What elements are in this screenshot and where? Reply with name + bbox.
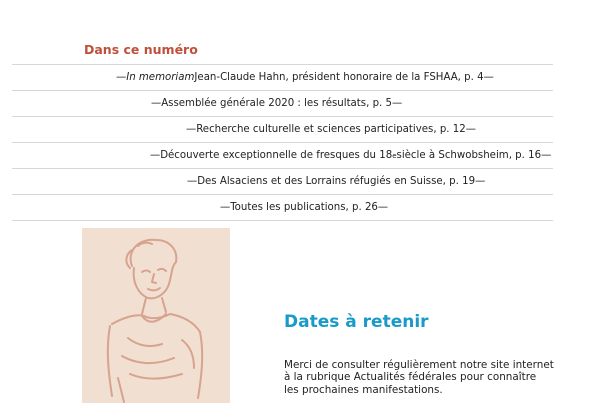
toc-dash: — bbox=[220, 202, 231, 213]
toc-item-text: Des Alsaciens et des Lorrains réfugiés en Suisse, p. 19 bbox=[197, 176, 476, 187]
toc-dash: — bbox=[377, 202, 389, 213]
toc-item[interactable] bbox=[12, 64, 553, 90]
toc-dash: — bbox=[186, 124, 197, 135]
toc-item[interactable] bbox=[12, 168, 553, 194]
toc-dash: — bbox=[541, 150, 552, 161]
toc-item-text: Jean-Claude Hahn, président honoraire de la FSHAA, p. 4 bbox=[194, 72, 484, 83]
toc-item-text: Assemblée générale 2020 : les résultats, p. 5 bbox=[161, 98, 393, 109]
table-of-contents bbox=[12, 64, 553, 221]
dates-title: Dates à retenir bbox=[284, 312, 429, 332]
toc-item[interactable] bbox=[12, 142, 553, 168]
toc-item-text: Découverte exceptionnelle de fresques du 18 bbox=[160, 150, 393, 161]
toc-dash: — bbox=[465, 124, 476, 135]
toc-dash: — bbox=[116, 72, 127, 83]
toc-item[interactable] bbox=[12, 90, 553, 116]
portrait-sketch-icon bbox=[82, 228, 230, 403]
toc-item-italic: In memoriam bbox=[126, 72, 195, 83]
toc-heading: Dans ce numéro bbox=[84, 42, 198, 57]
dates-body: Merci de consulter régulièrement notre site internet à la rubrique Actualités fédérales pour connaître les prochaines manifestations. bbox=[284, 359, 554, 396]
toc-item-text: Recherche culturelle et sciences participatives, p. 12 bbox=[196, 124, 466, 135]
toc-dash: — bbox=[475, 176, 486, 187]
toc-dash: — bbox=[483, 72, 494, 83]
toc-item[interactable] bbox=[12, 116, 553, 142]
toc-dash: — bbox=[187, 176, 198, 187]
toc-dash: — bbox=[392, 98, 403, 109]
toc-item[interactable] bbox=[12, 194, 553, 221]
toc-dash: — bbox=[151, 98, 162, 109]
sketch-illustration bbox=[82, 228, 230, 403]
toc-dash: — bbox=[150, 150, 161, 161]
toc-item-text: siècle à Schwobsheim, p. 16 bbox=[396, 150, 542, 161]
toc-item-text: Toutes les publications, p. 26 bbox=[230, 202, 378, 213]
toc-item-superscript: e bbox=[392, 151, 397, 160]
